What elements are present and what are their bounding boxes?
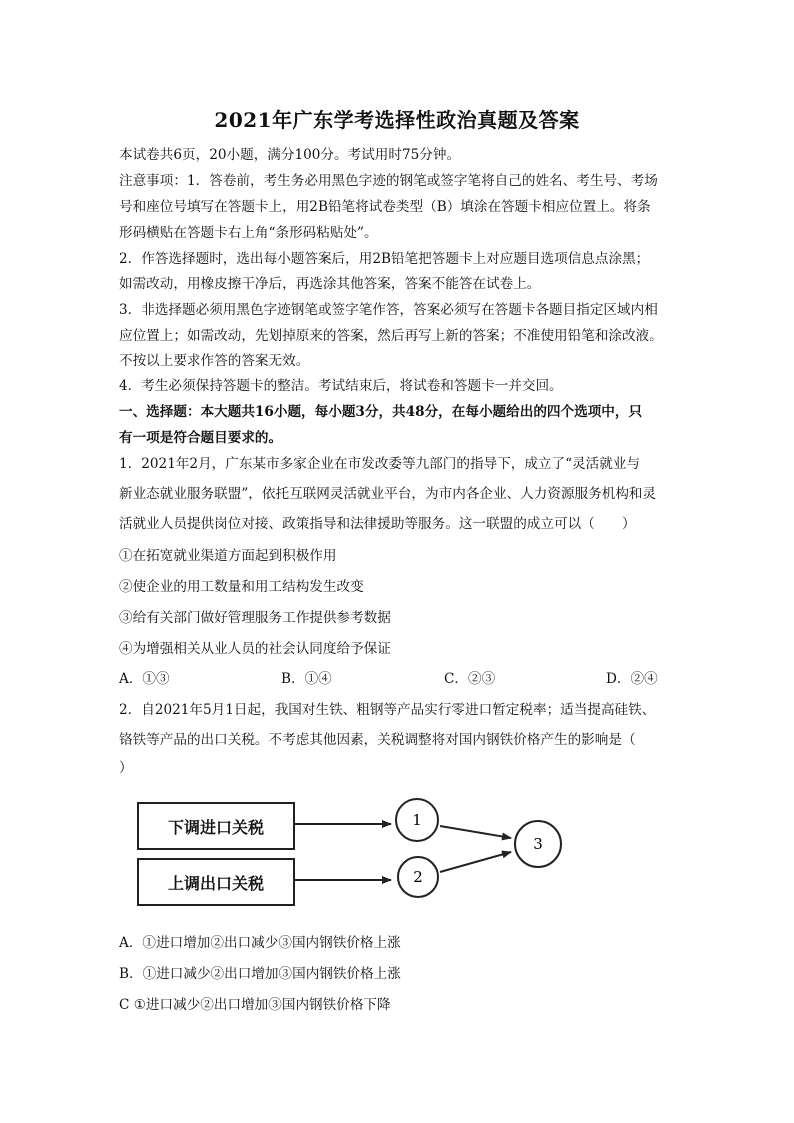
statement-item: ④为增强相关从业人员的社会认同度给予保证 (119, 641, 391, 657)
option-c: C ①进口减少②出口增加③国内钢铁价格下降 (119, 997, 391, 1013)
section-heading: 有一项是符合题目要求的。 (119, 430, 283, 446)
notes-line: 不按以上要求作答的答案无效。 (119, 353, 310, 369)
question-1-stem: 新业态就业服务联盟”，依托互联网灵活就业平台，为市内各企业、人力资源服务机构和灵 (119, 486, 657, 502)
notes-line: 号和座位号填写在答题卡上，用2B铅笔将试卷类型（B）填涂在答题卡相应位置上。将条 (119, 199, 651, 215)
statement-item: ①在拓宽就业渠道方面起到积极作用 (119, 548, 337, 564)
box-raise-export-tariff: 上调出口关税 (137, 858, 295, 906)
page-title: 2021年广东学考选择性政治真题及答案 (214, 108, 580, 132)
question-2-stem: ） (119, 760, 133, 776)
option-d: D．②④ (606, 671, 658, 687)
node-2-label: 2 (413, 868, 423, 886)
statement-item: ②使企业的用工数量和用工结构发生改变 (119, 579, 364, 595)
node-1-label: 1 (412, 811, 422, 829)
notes-line: 3．非选择题必须用黑色字迹钢笔或签字笔作答，答案必须写在答题卡各题目指定区域内相 (119, 302, 658, 318)
option-a: A．①③ (119, 671, 170, 687)
option-b: B．①进口减少②出口增加③国内钢铁价格上涨 (119, 966, 401, 982)
option-a: A．①进口增加②出口减少③国内钢铁价格上涨 (119, 935, 401, 951)
question-2-stem: 2．自2021年5月1日起，我国对生铁、粗钢等产品实行零进口暂定税率；适当提高硅铁、 (119, 702, 656, 718)
notes-line: 如需改动，用橡皮擦干净后，再选涂其他答案，答案不能答在试卷上。 (119, 276, 541, 292)
arrow-node1-to-node3 (440, 826, 511, 838)
option-c: C．②③ (444, 671, 496, 687)
statement-item: ③给有关部门做好管理服务工作提供参考数据 (119, 610, 391, 626)
arrow-node2-to-node3 (440, 852, 511, 872)
box-lower-import-tariff: 下调进口关税 (137, 802, 295, 850)
question-2-stem: 铬铁等产品的出口关税。不考虑其他因素，关税调整将对国内钢铁价格产生的影响是（ (119, 732, 636, 748)
option-b: B．①④ (281, 671, 332, 687)
question-1-stem: 1．2021年2月，广东某市多家企业在市发改委等九部门的指导下，成立了“灵活就业与 (119, 456, 641, 472)
question-1-stem: 活就业人员提供岗位对接、政策指导和法律援助等服务。这一联盟的成立可以（ ） (119, 516, 636, 532)
tariff-flow-diagram (131, 792, 571, 920)
section-heading: 一、选择题：本大题共16小题，每小题3分，共48分，在每小题给出的四个选项中，只 (119, 404, 643, 420)
notes-line: 注意事项：1．答卷前，考生务必用黑色字迹的钢笔或签字笔将自己的姓名、考生号、考场 (119, 173, 658, 189)
notes-line: 应位置上；如需改动，先划掉原来的答案，然后再写上新的答案；不准使用铅笔和涂改液。 (119, 328, 663, 344)
node-3-label: 3 (533, 835, 543, 853)
notes-line: 形码横贴在答题卡右上角“条形码粘贴处”。 (119, 225, 378, 241)
intro-line: 本试卷共6页，20小题，满分100分。考试用时75分钟。 (119, 147, 461, 163)
notes-line: 2．作答选择题时，选出每小题答案后，用2B铅笔把答题卡上对应题目选项信息点涂黑； (119, 251, 650, 267)
notes-line: 4．考生必须保持答题卡的整洁。考试结束后，将试卷和答题卡一并交回。 (119, 378, 563, 394)
